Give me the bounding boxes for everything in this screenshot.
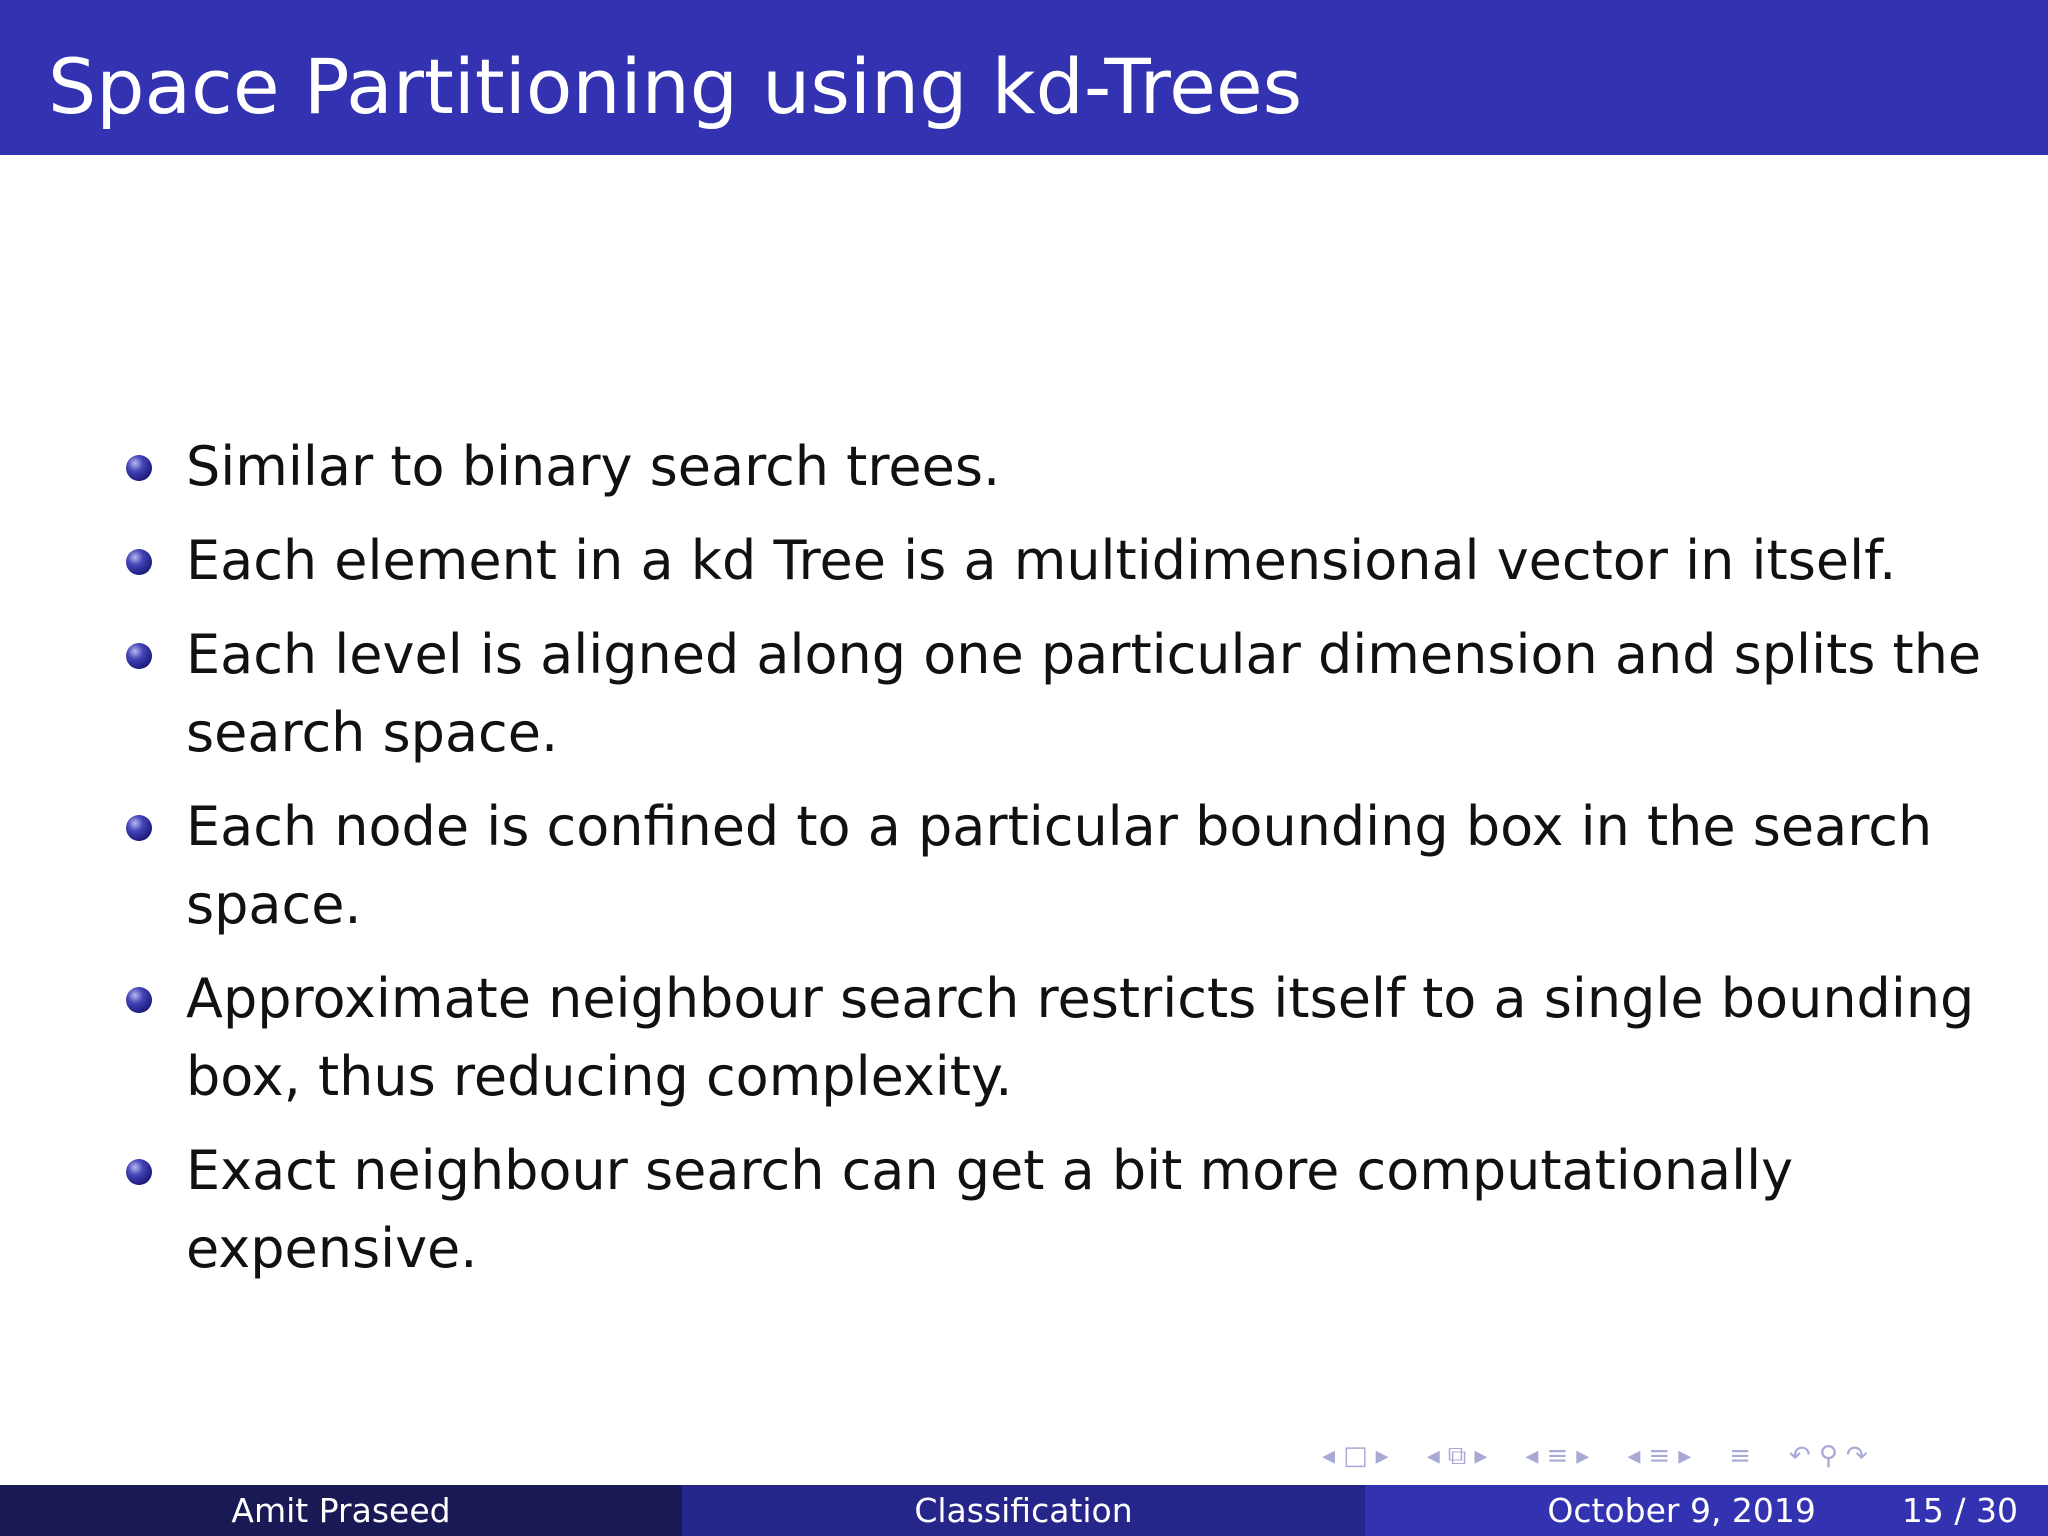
prev-section-arrow-icon[interactable]: ◂ bbox=[1627, 1441, 1641, 1471]
next-slide-arrow-icon[interactable]: ▸ bbox=[1375, 1441, 1389, 1471]
search-nav-group bbox=[1789, 1441, 1868, 1471]
footer-title: Classification bbox=[914, 1491, 1133, 1530]
footer-date-cell bbox=[1365, 1485, 2048, 1536]
search-icon[interactable]: ⚲ bbox=[1818, 1441, 1838, 1471]
section-nav-group bbox=[1627, 1441, 1691, 1471]
next-section-arrow-icon[interactable]: ▸ bbox=[1678, 1441, 1692, 1471]
bullet-text: Similar to binary search trees. bbox=[186, 435, 1001, 498]
bullet-list bbox=[122, 428, 1992, 1304]
bullet-ball-icon bbox=[126, 1159, 152, 1185]
bullet-text: Approximate neighbour search restricts itself to a single bounding box, thus reducing complexity. bbox=[186, 967, 1975, 1108]
bullet-text: Exact neighbour search can get a bit more computationally expensive. bbox=[186, 1139, 1794, 1280]
frame-nav-group bbox=[1427, 1441, 1488, 1471]
bullet-item bbox=[122, 960, 1992, 1116]
bullet-item bbox=[122, 616, 1992, 772]
bullet-ball-icon bbox=[126, 643, 152, 669]
prev-slide-arrow-icon[interactable]: ◂ bbox=[1322, 1441, 1336, 1471]
bullet-item bbox=[122, 428, 1992, 506]
bullet-ball-icon bbox=[126, 455, 152, 481]
slide-nav-group bbox=[1322, 1441, 1389, 1471]
footer-author-cell bbox=[0, 1485, 682, 1536]
next-subsection-arrow-icon[interactable]: ▸ bbox=[1576, 1441, 1590, 1471]
footer-author: Amit Praseed bbox=[231, 1491, 451, 1530]
next-frame-arrow-icon[interactable]: ▸ bbox=[1474, 1441, 1488, 1471]
subsection-list-icon[interactable]: ≡ bbox=[1546, 1441, 1569, 1471]
footer-bar bbox=[0, 1485, 2048, 1536]
slide-box-icon[interactable]: □ bbox=[1343, 1441, 1368, 1471]
page-number: 15 / 30 bbox=[1901, 1491, 2018, 1530]
slide-title: Space Partitioning using kd-Trees bbox=[48, 42, 1303, 131]
bullet-text: Each node is confined to a particular bounding box in the search space. bbox=[186, 795, 1933, 936]
bullet-item bbox=[122, 522, 1992, 600]
footer-date: October 9, 2019 bbox=[1547, 1491, 1816, 1530]
bullet-ball-icon bbox=[126, 549, 152, 575]
prev-frame-arrow-icon[interactable]: ◂ bbox=[1426, 1441, 1440, 1471]
section-list-icon[interactable]: ≡ bbox=[1648, 1441, 1671, 1471]
bullet-ball-icon bbox=[126, 987, 152, 1013]
beamer-navigation-bar bbox=[1322, 1441, 1868, 1471]
bullet-item bbox=[122, 788, 1992, 944]
frame-stack-icon[interactable]: ⧉ bbox=[1447, 1441, 1467, 1471]
footer-title-cell bbox=[682, 1485, 1365, 1536]
bullet-text: Each element in a kd Tree is a multidimensional vector in itself. bbox=[186, 529, 1897, 592]
bullet-item bbox=[122, 1132, 1992, 1288]
prev-subsection-arrow-icon[interactable]: ◂ bbox=[1525, 1441, 1539, 1471]
bullet-ball-icon bbox=[126, 815, 152, 841]
undo-icon[interactable]: ↶ bbox=[1789, 1441, 1811, 1471]
subsection-nav-group bbox=[1525, 1441, 1589, 1471]
document-outline-icon[interactable]: ≡ bbox=[1729, 1441, 1752, 1471]
redo-icon[interactable]: ↷ bbox=[1845, 1441, 1868, 1471]
bullet-text: Each level is aligned along one particular dimension and splits the search space. bbox=[186, 623, 1982, 764]
title-bar bbox=[0, 0, 2048, 155]
